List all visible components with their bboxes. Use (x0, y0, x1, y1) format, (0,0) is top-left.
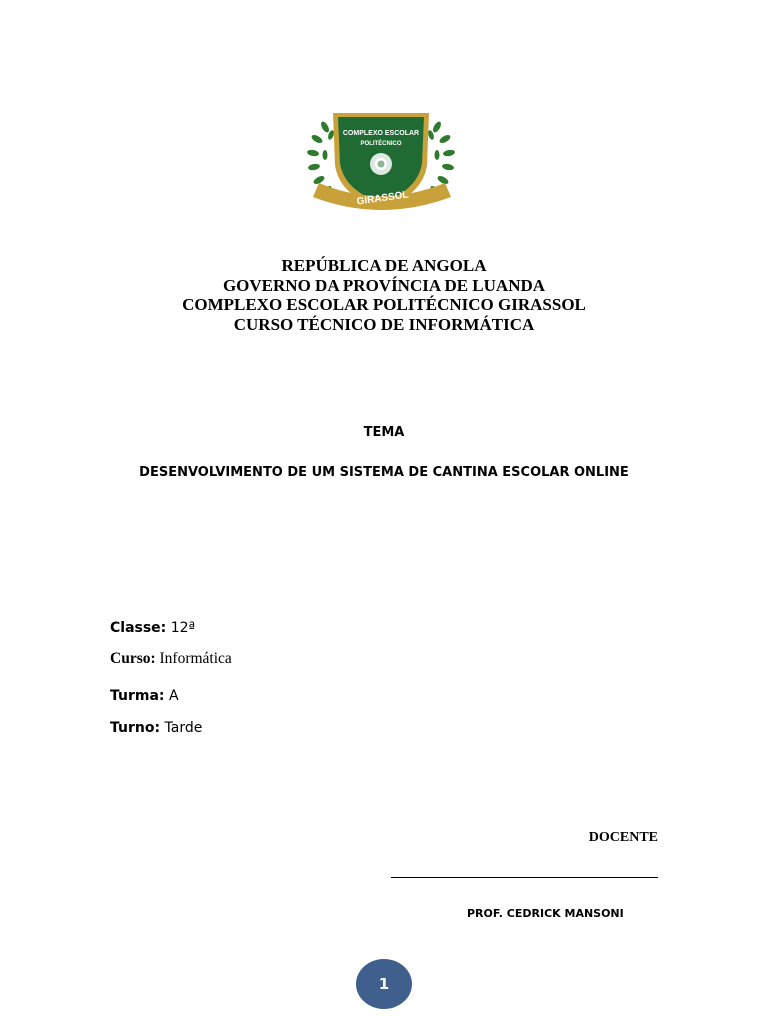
turno-label: Turno: (110, 720, 161, 736)
curso-label: Curso: (110, 650, 156, 667)
svg-text:COMPLEXO ESCOLAR: COMPLEXO ESCOLAR (342, 130, 420, 137)
page-number-badge: 1 (356, 959, 412, 1009)
header-line-school: COMPLEXO ESCOLAR POLITÉCNICO GIRASSOL (182, 295, 586, 314)
signature-line (391, 877, 658, 878)
sunflower-icon (370, 153, 392, 175)
turma-label: Turma: (110, 688, 165, 704)
theme-label: TEMA (363, 425, 405, 440)
classe-label: Classe: (110, 620, 167, 636)
turno-value: Tarde (160, 720, 203, 736)
header-line-republic: REPÚBLICA DE ANGOLA (281, 256, 487, 275)
classe-value: 12ª (166, 620, 196, 636)
header-line-course: CURSO TÉCNICO DE INFORMÁTICA (233, 314, 535, 334)
docente-name: PROF. CEDRICK MANSONI (467, 907, 624, 920)
info-curso (110, 650, 232, 668)
curso-value: Informática (155, 650, 232, 667)
info-classe (110, 620, 195, 636)
header-line-government: GOVERNO DA PROVÍNCIA DE LUANDA (222, 275, 546, 295)
docente-label: DOCENTE (588, 830, 658, 845)
info-turma (110, 688, 179, 704)
svg-text:GIRASSOL: GIRASSOL (356, 189, 410, 208)
info-turno (110, 720, 202, 736)
svg-text:POLITÉCNICO: POLITÉCNICO (360, 141, 402, 147)
school-logo (305, 105, 457, 217)
theme-title: DESENVOLVIMENTO DE UM SISTEMA DE CANTINA ESCOLAR ONLINE (139, 465, 629, 480)
institution-header (0, 256, 768, 334)
turma-value: A (164, 688, 179, 704)
